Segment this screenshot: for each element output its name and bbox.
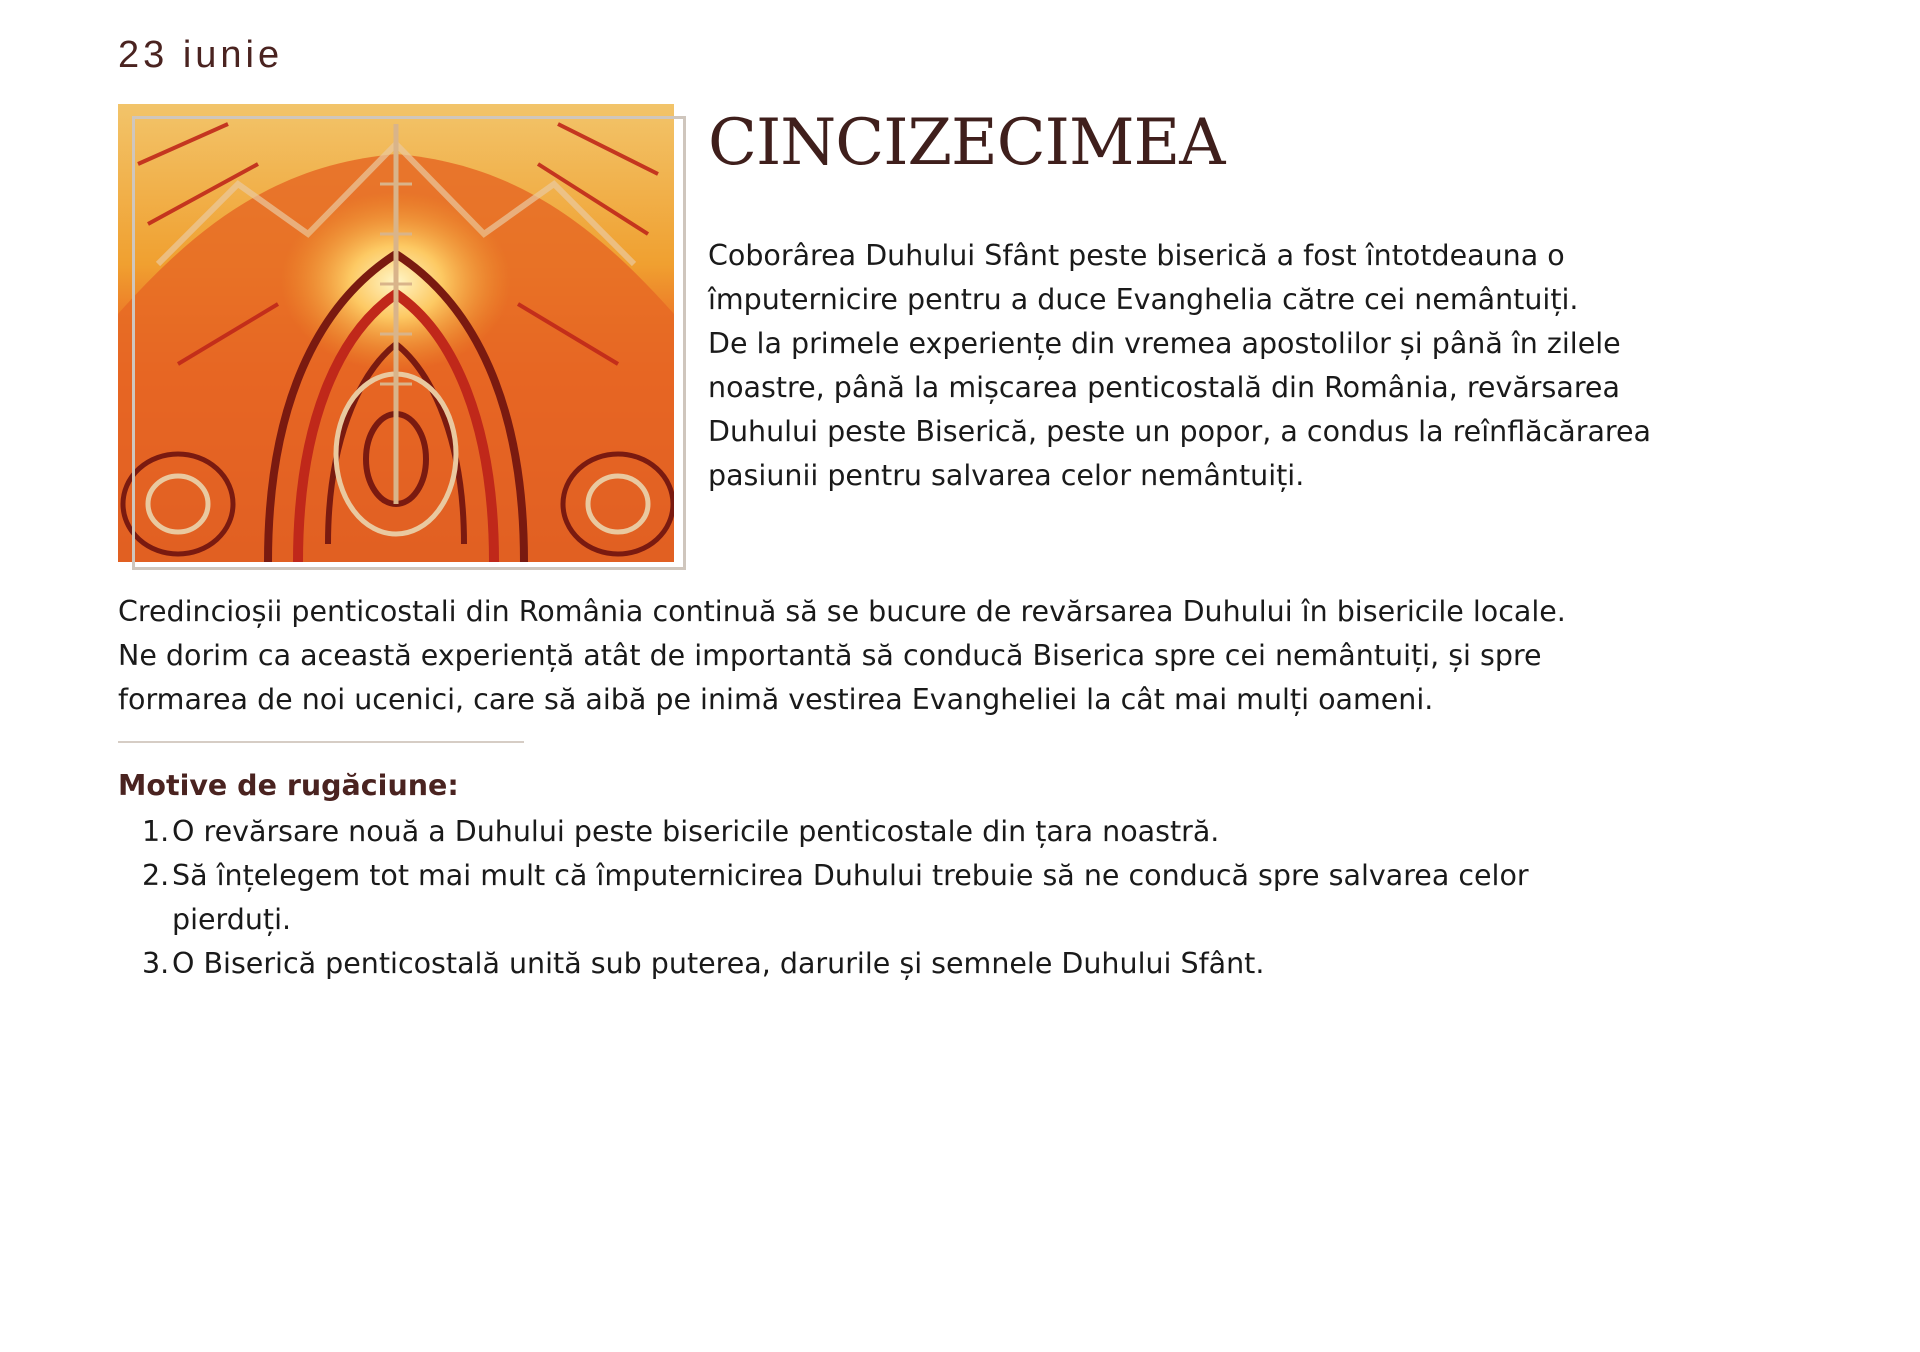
intro-line: împuternicire pentru a duce Evanghelia către cei nemântuiți. — [708, 283, 1579, 316]
prayer-item — [118, 854, 1818, 942]
prayer-item-number: 1. — [142, 815, 170, 848]
body-line: Credincioșii penticostali din România continuă să se bucure de revărsarea Duhului în bisericile locale. — [118, 595, 1566, 628]
intro-line: Coborârea Duhului Sfânt peste biserică a fost întotdeauna o — [708, 239, 1565, 272]
page-title: CINCIZECIMEA — [708, 106, 1225, 180]
body-line: Ne dorim ca această experiență atât de importantă să conducă Biserica spre cei nemântuiți, și spre — [118, 639, 1542, 672]
prayer-item-text: O Biserică penticostală unită sub puterea, darurile și semnele Duhului Sfânt. — [172, 947, 1265, 980]
prayer-item-text: Să înțelegem tot mai mult că împuternicirea Duhului trebuie să ne conducă spre salvarea celor — [172, 859, 1529, 892]
prayer-item-number: 2. — [142, 859, 170, 892]
prayer-item-text: pierduți. — [172, 903, 292, 936]
prayer-item — [118, 942, 1818, 986]
prayer-item-number: 3. — [142, 947, 170, 980]
intro-paragraph — [708, 234, 1808, 498]
artwork-container — [118, 104, 690, 574]
intro-line: Duhului peste Biserică, peste un popor, a condus la reînflăcărarea — [708, 415, 1652, 448]
prayer-list — [118, 810, 1818, 986]
body-line: formarea de noi ucenici, care să aibă pe inimă vestirea Evangheliei la cât mai mulți oameni. — [118, 683, 1434, 716]
body-paragraph — [118, 590, 1818, 722]
prayer-item-text: O revărsare nouă a Duhului peste bisericile penticostale din țara noastră. — [172, 815, 1220, 848]
intro-line: De la primele experiențe din vremea apostolilor și până în zilele — [708, 327, 1621, 360]
intro-line: noastre, până la mișcarea penticostală din România, revărsarea — [708, 371, 1620, 404]
section-divider — [118, 741, 524, 743]
intro-line: pasiunii pentru salvarea celor nemântuiți. — [708, 459, 1305, 492]
prayer-heading: Motive de rugăciune: — [118, 769, 459, 802]
prayer-item — [118, 810, 1818, 854]
artwork-frame — [132, 116, 686, 570]
page-date: 23 iunie — [118, 34, 284, 76]
